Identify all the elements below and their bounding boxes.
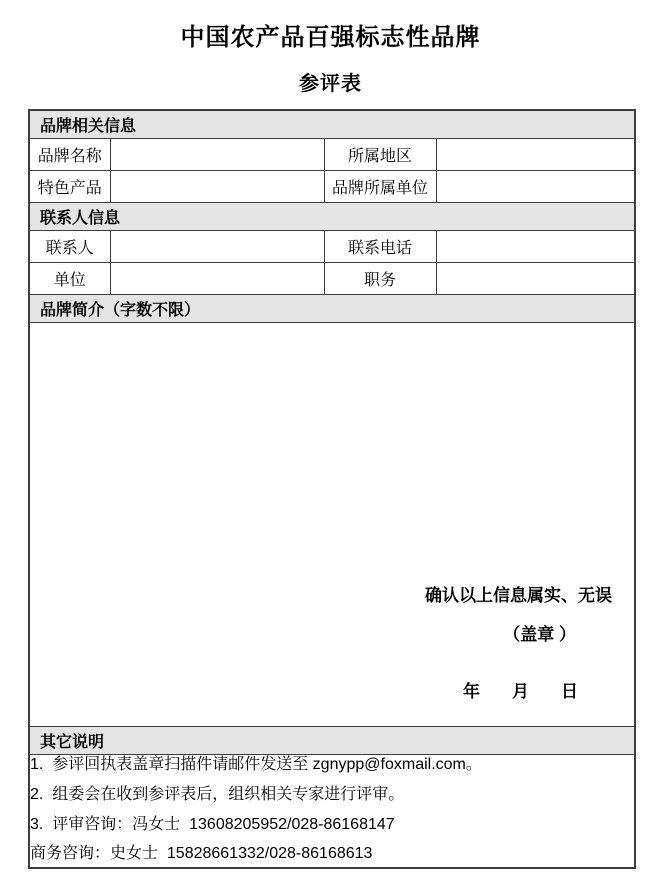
application-form-table [28, 109, 636, 869]
label-job-title: 职务 [324, 263, 436, 295]
table-row [29, 323, 635, 727]
section-header-contact-info: 联系人信息 [29, 203, 635, 231]
label-contact-person: 联系人 [29, 231, 110, 263]
date-month-label: 月 [512, 682, 530, 701]
input-brand-intro[interactable] [29, 323, 635, 727]
form-page [0, 17, 661, 895]
confirmation-block [30, 581, 634, 702]
section-header-brand-info: 品牌相关信息 [29, 110, 635, 139]
note-line-review: 2. 组委会在收到参评表后，组织相关专家进行评审。 [30, 785, 405, 803]
table-row [29, 263, 635, 295]
input-contact-phone[interactable] [436, 231, 635, 263]
label-contact-phone: 联系电话 [324, 231, 436, 263]
label-featured-product: 特色产品 [29, 171, 110, 203]
note-line-business-contact: 商务咨询：史女士 15828661332/028-86168613 [30, 845, 373, 863]
label-brand-name: 品牌名称 [29, 139, 110, 171]
input-region[interactable] [436, 139, 635, 171]
date-day-label: 日 [561, 682, 579, 701]
input-job-title[interactable] [436, 263, 635, 295]
table-row [29, 231, 635, 263]
note-line-email: 1. 参评回执表盖章扫描件请邮件发送至 zgnypp@foxmail.com。 [30, 756, 482, 773]
page-subtitle: 参评表 [299, 73, 362, 95]
input-unit[interactable] [110, 263, 324, 295]
page-title: 中国农产品百强标志性品牌 [180, 24, 481, 51]
notes-content [29, 755, 635, 869]
table-row [29, 139, 635, 171]
input-featured-product[interactable] [110, 171, 324, 203]
section-header-other-notes: 其它说明 [29, 727, 635, 755]
table-row [29, 755, 635, 869]
date-year-label: 年 [463, 682, 481, 701]
confirmation-statement: 确认以上信息属实、无误 [425, 586, 613, 605]
note-line-review-contact: 3. 评审咨询：冯女士 13608205952/028-86168147 [30, 815, 395, 833]
stamp-label: （盖章 ） [503, 625, 577, 644]
input-brand-owner-unit[interactable] [436, 171, 635, 203]
section-header-brand-intro: 品牌简介（字数不限） [29, 295, 635, 323]
date-line [30, 677, 634, 702]
label-unit: 单位 [29, 263, 110, 295]
input-brand-name[interactable] [110, 139, 324, 171]
input-contact-person[interactable] [110, 231, 324, 263]
label-brand-owner-unit: 品牌所属单位 [324, 171, 436, 203]
table-row [29, 171, 635, 203]
label-region: 所属地区 [324, 139, 436, 171]
